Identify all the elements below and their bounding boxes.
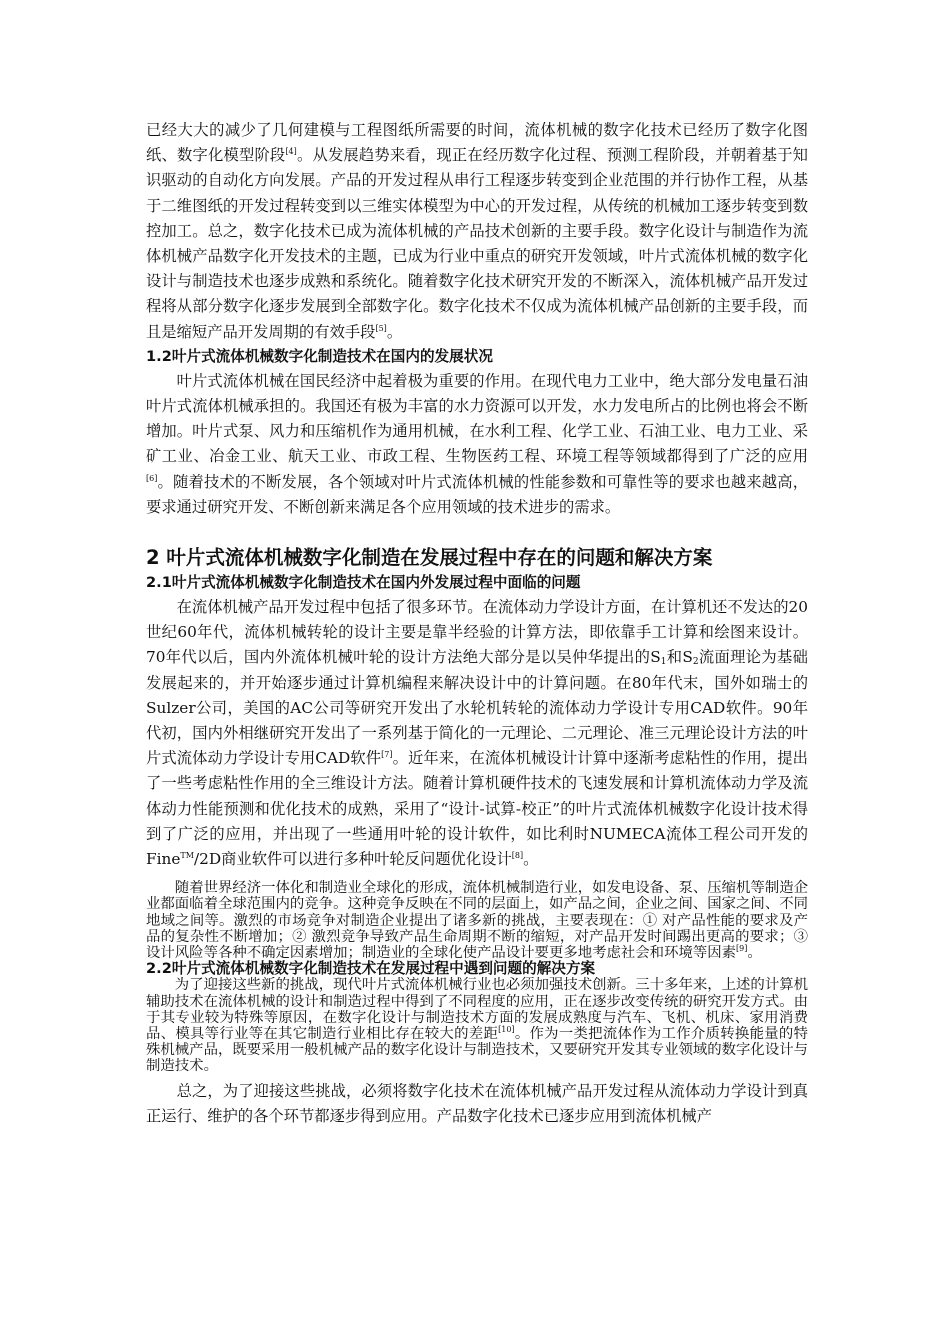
section-1-2-heading: 1.2叶片式流体机械数字化制造技术在国内的发展状况 — [146, 347, 493, 365]
citation-5: [5] — [375, 323, 387, 333]
text-run: 。 — [386, 322, 403, 341]
text-run: 。作为一类把流体作为工作介质转换能量的特殊机械产品，既要采用一般机械产品的数字化设计与制造技术，又要研究开发其专业领域的数字化设计与制造技术。 — [146, 1025, 808, 1075]
document-page — [146, 118, 808, 1129]
text-run: 和S — [666, 648, 693, 667]
citation-7: [7] — [381, 750, 393, 760]
text-run: 为了迎接这些新的挑战，现代叶片式流体机械行业也必须加强技术创新。三十多年来，上述的计算机辅助技术在流体机械的设计和制造过程中得到了不同程度的应用，正在逐步改变传统的研究开发方式。由于其专业较为特殊等原因，在数字化设计与制造技术方面的发展成熟度与汽车、飞机、机床、家用消费品、模具等行业等在其它制造行业相比存在较大的差距 — [146, 977, 808, 1042]
section-2-1-paragraph-1 — [146, 595, 808, 872]
text-run: 。近年来，在流体机械设计计算中逐渐考虑粘性的作用，提出了一些考虑粘性作用的全三维设计方法。随着计算机硬件技术的飞速发展和计算机流体动力学及流体动力性能预测和优化技术的成熟，采用了“设计-试算-校正”的叶片式流体机械数字化设计技术得到了广泛的应用，并出现了一些通用叶轮的设计软件，如比利时NUMECA流体工程公司开发的Fine — [146, 749, 808, 869]
citation-8: [8] — [511, 851, 524, 861]
citation-9: [9] — [736, 944, 748, 954]
text-run: 已经大大的减少了几何建模与工程图纸所需要的时间，流体机械的数字化技术已经历了数字化图纸、数字化模型阶段 — [146, 121, 808, 165]
intro-paragraph — [146, 118, 808, 345]
citation-6: [6] — [146, 473, 158, 483]
citation-10: [10] — [498, 1024, 515, 1034]
section-2-2-paragraph-1 — [146, 977, 808, 1074]
subscript: 1 — [660, 657, 667, 668]
section-2-2-heading: 2.2叶片式流体机械数字化制造技术在发展过程中遇到问题的解决方案 — [146, 960, 596, 978]
section-2-2-paragraph-2: 总之，为了迎接这些挑战，必须将数字化技术在流体机械产品开发过程从流体动力学设计到真正运行、维护的各个环节都逐步得到应用。产品数字化技术已逐步应用到流体机械产 — [146, 1081, 808, 1125]
section-2-1-heading: 2.1叶片式流体机械数字化制造技术在国内外发展过程中面临的问题 — [146, 574, 581, 592]
citation-4: [4] — [285, 147, 297, 157]
text-run: 在流体机械产品开发过程中包括了很多环节。在流体动力学设计方面，在计算机还不发达的20世纪60年代，流体机械转轮的设计主要是靠半经验的计算方法，即依靠手工计算和绘图来设计。70年代以后，国内外流体机械叶轮的设计方法绝大部分是以吴仲华提出的S — [146, 598, 808, 667]
section-2-heading: 2 叶片式流体机械数字化制造在发展过程中存在的问题和解决方案 — [146, 546, 713, 570]
text-run: /2D商业软件可以进行多种叶轮反问题优化设计 — [193, 850, 512, 869]
text-run: 。从发展趋势来看，现正在经历数字化过程、预测工程阶段，并朝着基于知识驱动的自动化方向发展。产品的开发过程从串行工程逐步转变到企业范围的并行协作工程，从基于二维图纸的开发过程转变到以三维实体模型为中心的开发过程，从传统的机械加工逐步转变到数控加工。总之，数字化技术已成为流体机械的产品技术创新的主要手段。数字化设计与制造作为流体机械产品数字化开发技术的主题，已成为行业中重点的研究开发领域，叶片式流体机械的数字化设计与制造技术也逐步成熟和系统化。随着数字化技术研究开发的不断深入，流体机械产品开发过程将从部分数字化逐步发展到全部数字化。数字化技术不仅成为流体机械产品创新的主要手段，而且是缩短产品开发周期的有效手段 — [146, 146, 808, 341]
text-run: 叶片式流体机械在国民经济中起着极为重要的作用。在现代电力工业中，绝大部分发电量石油叶片式流体机械承担的。我国还有极为丰富的水力资源可以开发，水力发电所占的比例也将会不断增加。叶片式泵、风力和压缩机作为通用机械，在水利工程、化学工业、石油工业、电力工业、采矿工业、冶金工业、航天工业、市政工程、生物医药工程、环境工程等领域都得到了广泛的应用 — [146, 371, 808, 466]
section-1-2-paragraph — [146, 369, 808, 520]
text-run: 。 — [747, 945, 762, 962]
text-run: 随着世界经济一体化和制造业全球化的形成，流体机械制造行业，如发电设备、泵、压缩机等制造企业都面临着全球范围内的竞争。这种竞争反映在不同的层面上，如产品之间，企业之间、国家之间、不同地域之间等。激烈的市场竞争对制造企业提出了诸多新的挑战，主要表现在：① 对产品性能的要求及产品的复杂性不断增加；② 激烈竞争导致产品生命周期不断的缩短，对产品开发时间踢出更高的要求；③ 设计风险等各种不确定因素增加；制造业的全球化使产品设计要更多地考虑社会和环境等因素 — [146, 880, 808, 962]
text-run: 。 — [523, 850, 539, 869]
text-run: 。随着技术的不断发展，各个领域对叶片式流体机械的性能参数和可靠性等的要求也越来越高，要求通过研究开发、不断创新来满足各个应用领域的技术进步的需求。 — [146, 472, 808, 516]
section-2-1-paragraph-2 — [146, 880, 808, 961]
subscript: 2 — [692, 657, 699, 668]
text-run: 流面理论为基础发展起来的，并开始逐步通过计算机编程来解决设计中的计算问题。在80年代末，国外如瑞士的Sulzer公司，美国的AC公司等研究开发出了水轮机转轮的流体动力学设计专用CAD软件。90年代初，国内外相继研究开发出了一系列基于简化的一元理论、二元理论、准三元理论设计方法的叶片式流体动力学设计专用CAD软件 — [146, 648, 808, 768]
trademark-mark: TM — [180, 851, 194, 861]
